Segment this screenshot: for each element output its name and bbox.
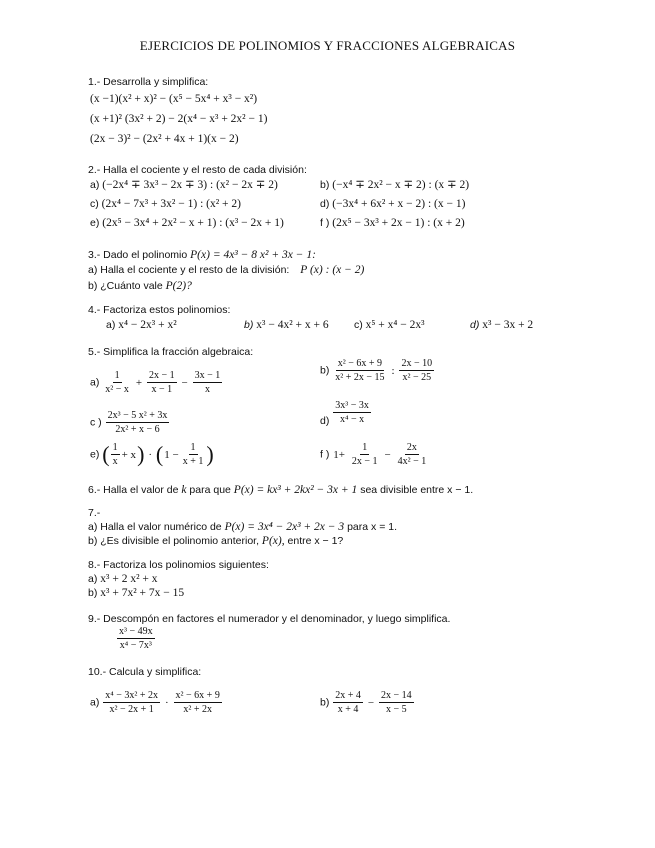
ex9-heading: 9.- Descompón en factores el numerador y el denominador, y luego simplifica. (88, 613, 451, 625)
ex2-item-c-expr: (2x⁴ − 7x³ + 3x² − 1) : (x² + 2) (101, 198, 241, 210)
ex5-item-c (90, 410, 170, 435)
ex8-item-a-expr: x³ + 2 x² + x (100, 573, 158, 585)
ex2-item-e-expr: (2x⁵ − 3x⁴ + 2x² − x + 1) : (x³ − 2x + 1) (102, 217, 284, 229)
ex7-part-b-text: b) ¿Es divisible el polinomio anterior, (88, 535, 259, 547)
ex2-item-d (320, 197, 465, 211)
ex4-item-b-label: b) (244, 319, 254, 331)
ex7-part-b (88, 534, 343, 548)
ex10-a-fraction-1: $\frac{\text{x⁴ − 3x² + 2x}}{\text{x² − 2x + 1}}$ (105, 690, 159, 715)
page-title: EJERCICIOS DE POLINOMIOS Y FRACCIONES ALGEBRAICAS (139, 38, 516, 53)
ex5-d-fraction: $\frac{\text{3x³ − 3x}}{\text{x⁴ − x}}$ (335, 400, 369, 425)
ex1-line-1: (x −1)(x² + x)² − (x⁵ − 5x⁴ + x³ − x²) (90, 93, 258, 105)
ex1-line-3: (2x − 3)² − (2x² + 4x + 1)(x − 2) (90, 133, 239, 145)
ex2-item-f (320, 216, 465, 230)
ex3-part-b (88, 279, 192, 293)
ex5-item-a-label: a) (90, 376, 100, 389)
ex8-item-b-expr: x³ + 7x² + 7x − 15 (100, 587, 185, 599)
ex4-item-a (106, 318, 177, 332)
ex5-e-fraction-1: $\frac{1}{x}$ (112, 442, 118, 467)
ex3-heading (88, 248, 316, 262)
ex8-item-a-label: a) (88, 573, 98, 585)
ex3-part-a-expr: P (x) : (x − 2) (300, 264, 365, 276)
ex4-item-c (354, 318, 425, 332)
ex4-heading: 4.- Factoriza estos polinomios: (88, 304, 231, 316)
ex5-a-fraction-1: $\frac{1}{\text{x² − x}}$ (105, 370, 129, 395)
ex3-part-b-text: b) ¿Cuánto vale (88, 280, 163, 292)
ex2-item-d-label: d) (320, 198, 330, 210)
ex7-part-b-post: entre x − 1? (287, 535, 344, 547)
ex5-item-f: f ) 1+ $\frac{1}{2x - 1}$ − $\frac{2x}{\text{4x² − 1}}$ (320, 442, 427, 467)
ex6-statement (88, 483, 473, 497)
ex5-item-d-label: d) (320, 414, 330, 427)
ex2-item-a (90, 178, 278, 192)
ex7-part-a-post: para x = 1. (347, 521, 397, 533)
ex10-b-fraction-1: $\frac{2x + 4}{x + 4}$ (335, 690, 361, 715)
ex3-part-b-expr: P(2)? (165, 280, 192, 292)
ex3-part-a (88, 263, 364, 277)
ex5-item-e: e) ( $\frac{1}{x}$ + x) · (1 − $\frac{1}{x + 1}$ ) (90, 441, 214, 467)
ex2-item-a-expr: (−2x⁴ ∓ 3x³ − 2x ∓ 3) : (x² − 2x ∓ 2) (102, 179, 278, 191)
ex2-item-d-expr: (−3x⁴ + 6x² + x − 2) : (x − 1) (332, 198, 466, 210)
ex1-heading: 1.- Desarrolla y simplifica: (88, 76, 209, 88)
ex1-line-2: (x +1)² (3x² + 2) − 2(x⁴ − x³ + 2x² − 1) (90, 113, 268, 125)
ex2-item-b-expr: (−x⁴ ∓ 2x² − x ∓ 2) : (x ∓ 2) (332, 179, 470, 191)
ex6-polynomial: P(x) = kx³ + 2kx² − 3x + 1 (233, 484, 358, 496)
ex3-polynomial: P(x) = 4x³ − 8 x² + 3x − 1: (190, 249, 316, 261)
ex5-item-e-label: e) (90, 448, 100, 461)
ex4-item-a-label: a) (106, 319, 116, 331)
ex7-heading: 7.- (88, 507, 101, 519)
ex3-part-a-text: a) Halla el cociente y el resto de la división: (88, 264, 290, 276)
ex2-item-f-label: f ) (320, 217, 330, 229)
ex10-item-b: b) $\frac{2x + 4}{x + 4}$ − $\frac{2x - 14}{x - 5}$ (320, 690, 412, 715)
ex5-c-fraction: $\frac{\text{2x³ − 5 x² + 3x}}{\text{2x² + x − 6}}$ (107, 410, 168, 435)
ex9-expression (116, 626, 156, 651)
ex7-part-b-expr: P(x), (261, 535, 285, 547)
ex2-heading: 2.- Halla el cociente y el resto de cada división: (88, 164, 307, 176)
ex7-part-a (88, 520, 397, 534)
ex2-item-b (320, 178, 469, 192)
ex10-item-a-label: a) (90, 696, 100, 709)
ex4-item-d-label: d) (470, 319, 480, 331)
ex10-b-fraction-2: $\frac{2x - 14}{x - 5}$ (380, 690, 412, 715)
ex2-item-a-label: a) (90, 179, 100, 191)
ex5-item-f-label: f ) (320, 448, 330, 461)
ex6-text-pre: 6.- Halla el valor de (88, 484, 179, 496)
ex6-text-mid: para que (189, 484, 231, 496)
ex6-text-post: sea divisible entre x − 1. (360, 484, 474, 496)
ex10-item-b-label: b) (320, 696, 330, 709)
ex2-item-e (90, 216, 284, 230)
ex10-heading: 10.- Calcula y simplifica: (88, 666, 202, 678)
ex6-k: k (181, 484, 187, 496)
ex4-item-b-expr: x³ − 4x² + x + 6 (256, 319, 329, 331)
ex9-fraction: $\frac{\text{x³ − 49x}}{\text{x⁴ − 7x³}}$ (119, 626, 153, 651)
ex5-a-fraction-2: $\frac{2x - 1}{x - 1}$ (148, 370, 175, 395)
ex5-item-b-label: b) (320, 364, 330, 377)
ex7-polynomial: P(x) = 3x⁴ − 2x³ + 2x − 3 (224, 521, 345, 533)
ex5-item-c-label: c ) (90, 416, 102, 429)
ex8-item-b-label: b) (88, 587, 98, 599)
ex4-item-b (244, 318, 329, 332)
ex2-item-b-label: b) (320, 179, 330, 191)
ex5-a-fraction-3: $\frac{3x - 1}{x}$ (194, 370, 221, 395)
ex8-item-a (88, 572, 158, 586)
ex5-item-a: a) $\frac{1}{\text{x² − x}}$ + $\frac{2x - 1}{x - 1}$ − $\frac{3x - 1}{x}$ (90, 370, 221, 395)
ex8-heading: 8.- Factoriza los polinomios siguientes: (88, 559, 269, 571)
ex5-item-d (320, 400, 372, 425)
ex7-part-a-text: a) Halla el valor numérico de (88, 521, 222, 533)
ex2-item-f-expr: (2x⁵ − 3x³ + 2x − 1) : (x + 2) (332, 217, 465, 229)
ex10-item-a: a) $\frac{\text{x⁴ − 3x² + 2x}}{\text{x² − 2x + 1}}$ · $\frac{\text{x² − 6x + 9}}{\text{x² + 2x}}$ (90, 690, 220, 715)
ex5-f-fraction-1: $\frac{1}{2x - 1}$ (351, 442, 378, 467)
ex4-item-d (470, 318, 533, 332)
ex4-item-c-label: c) (354, 319, 363, 331)
ex5-item-b: b) $\frac{\text{x² − 6x + 9}}{\text{x² + 2x − 15}}$ : $\frac{2x - 10}{\text{x² − 25}}$ (320, 358, 433, 383)
ex5-b-fraction-2: $\frac{2x - 10}{\text{x² − 25}}$ (401, 358, 433, 383)
ex10-a-fraction-2: $\frac{\text{x² − 6x + 9}}{\text{x² + 2x}}$ (175, 690, 220, 715)
ex5-f-fraction-2: $\frac{2x}{\text{4x² − 1}}$ (397, 442, 427, 467)
ex5-e-fraction-2: $\frac{1}{x + 1}$ (182, 442, 204, 467)
ex5-b-fraction-1: $\frac{\text{x² − 6x + 9}}{\text{x² + 2x − 15}}$ (335, 358, 385, 383)
ex4-item-c-expr: x⁵ + x⁴ − 2x³ (365, 319, 425, 331)
ex4-item-d-expr: x³ − 3x + 2 (482, 319, 534, 331)
ex2-item-c (90, 197, 241, 211)
ex8-item-b (88, 586, 184, 600)
ex2-item-c-label: c) (90, 198, 99, 210)
ex3-heading-text: 3.- Dado el polinomio (88, 249, 188, 261)
ex4-item-a-expr: x⁴ − 2x³ + x² (118, 319, 177, 331)
ex2-item-e-label: e) (90, 217, 100, 229)
ex5-heading: 5.- Simplifica la fracción algebraica: (88, 346, 254, 358)
